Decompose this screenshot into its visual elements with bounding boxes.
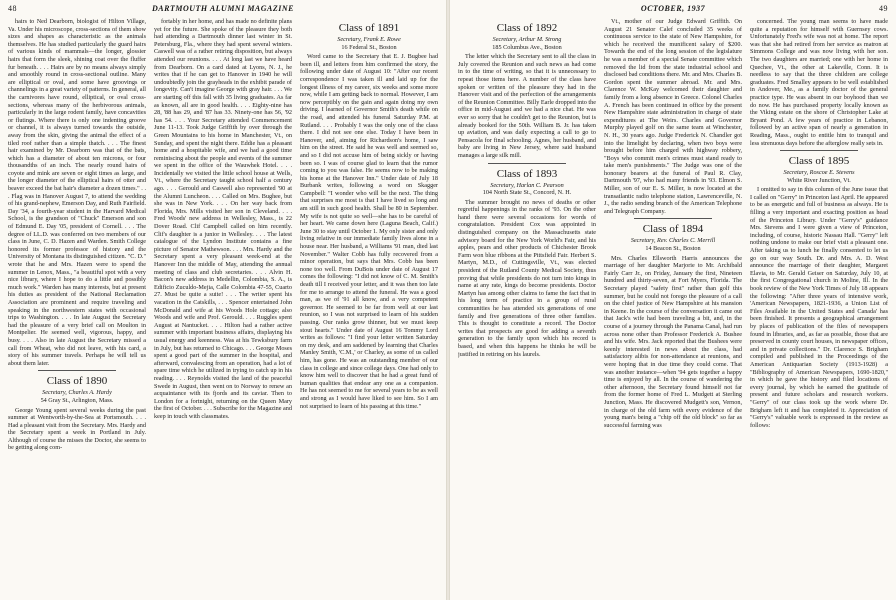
secretary-name: Secretary, Roscoe E. Stevens <box>783 169 855 177</box>
secretary-name: Secretary, Charles A. Hardy <box>42 389 112 397</box>
secretary-address: 104 North State St., Concord, N. H. <box>482 189 572 197</box>
left-page <box>0 0 446 600</box>
class-heading: Class of 1891 <box>338 22 400 34</box>
page-number: 48 <box>8 4 17 13</box>
secretary-name: Secretary, Harlan C. Pearson <box>490 181 564 189</box>
class-heading: Class of 1892 <box>496 22 558 34</box>
class-heading: Class of 1895 <box>788 155 850 168</box>
column-3 <box>750 18 888 596</box>
article-text: Mrs. Charles Ellsworth Harris announces the marriage of her daughter Marjorie to Mr. Archibald Fairly Carr Jr., on Friday, January the first, Nineteen hundred and thirty-seven, at Fort Myers, Florida. The Secretary played "safety first" rather than golf this summer, but he could not forego the pleasure of a call on the chief justice of New Hampshire at his mansion in Keene. In the course of the conversation it came out that Jack's wife had been traveling a bit, and, in the course of a journey through the Panama Canal, had run across none other than Professor Frederick A. Bushee and his wife. Mrs. Jack reported that the Bushees were keenly interested in news about the class, had satisfactory alibis for non-attendance at reunions, and were hoping that in due time they could come. That was another instance—when '94 gets together a happy time is enjoyed by all. In the course of wandering the other afternoon, the Secretary found himself not far from the former home of Fred L. Mudgett at Sterling Junction, Mass. He discovered Mudgett's son, Vernon, in charge of the old farm with every evidence of the young man's being a "chip off the old block" so far as successful farming was <box>604 254 742 429</box>
article-text: The letter which the Secretary sent to all the class in July covered the Reunion and such news as had come in to the time of writing, so that it is unnecessary to repeat those items here. A number of the class have spoken or written of the pleasure they had in the Hanover visit and of the perfection of the arrangements of the Reunion Committee. Billy Earle dropped into the office in mid-August and we had a nice chat. He was ever so sorry that he couldn't get to the Reunion, but is already booked for the 50th. William B. Jr. has taken up aviation, and was daily expecting a call to go to Pensacola for final schooling. Agnes, her husband, and baby are living in New Jersey, where said husband manages a large silk mill. <box>458 53 596 159</box>
article-text: fortably in her home, and has made no definite plans yet for the future. She spoke of the pleasure they both had attending a Dartmouth dinner last winter in St. Petersburg, Fla., where they had spent several winters. Caswell was of a rather retiring disposition, but always attended our reunions. . . . At long last we have heard from Dearborn. On a card dated at Lyons, N. J., he writes that if he can get to Hanover in 1940 he will undoubtedly join the grayheads in the exhibit parade of longevity. Can't imagine George with gray hair. . . . We are starting off this fall with 35 living graduates. As far as known, all are in good health. . . . Eighty-nine has 28, '88 has 29, and '87 has 33. Ninety-one has 56, '92 has 54. . . . Your Secretary attended Commencement June 11-13. Took Judge Griffith by over through the Green Mountains to his home in Manchester, Vt., on Sunday, and spent the night there. Eddie has a pleasant home and a hospitable wife, and we had a good time reminiscing about the people and events of the summer we spent in the office of the Wauwhek Hotel. . . . Incidentally we visited the little school house at Wells, Vt., where the Secretary taught school half a century ago. . . . Gerould and Caswell also represented '90 at the Alumni Luncheon. . . . Called on Mrs. Bughee, but she was in New York. . . . On her way back from Florida, Mrs. Mills visited her son in Cleveland. . . . Fred Woods' new address in Wellesley, Mass., is 22 Dover Road. Clif Campbell called on him recently. Clif's daughter is a junior in Wellesley. . . . The latest catalogue of the Lyndon Institute contains a fine picture of Senator Mathewson. . . . Mrs. Hardy and the Secretary spent a very pleasant week-end at the Hanover Inn the middle of May, attending the annual meeting of class and club secretaries. . . . Alvin H. Bacon's new address in Medellin, Colombia, S. A., is Edificio Zuculdo-Mejia, Calle Colombia 47-55, Cuarto 27. Must be quite a suite! . . . The writer spent his vacation in the Catskills, . . . Spencer entertained John McDonald and wife at his Woods Hole cottage; also Woods and wife and Prof. Gerould. . . . Ruggles spent August at Nantucket. . . . Hilton had a rather active summer with important business affairs, displaying his usual energy and keenness. Was at his Tewksbury farm in July, but has returned to Chicago. . . . George Moses spent a good part of the summer in the hospital, and afterward, convalescing from an operation, had a lot of spare time which he utilized in trying to catch up in his reading. . . . Reynolds visited the land of the peaceful Swede in August, then went on to Norway to renew an acquaintance with its fjords and its caviar. Then to London for a fortnight, returning on the Queen Mary the first of October. . . . Subscribe for the Magazine and keep in touch with classmates. <box>154 18 292 420</box>
secretary-address: 14 Beacon St., Boston <box>645 245 701 253</box>
article-text: The summer brought no news of deaths or other regretful happenings in the ranks of '93. On the other hand there were several occasions for words of congratulation. President Cox was appointed in distinguished company on the Massachusetts state advisory board for the New York World's Fair, and his apples, pears and other products of Chichester Brook Farm won blue ribbons at the Pittsfield Fair. Herbert S. Martyn, M.D., of Cuttingsville, Vt., was elected president of the Rutland County Medical Society, thus proving that while presidents do not turn into kings in name at any rate, kings do become presidents. Doctor Martyn has among other claims to fame the fact that in his long term of practice in a group of rural communities he has attended six generations of one family and five generations of three other families. This is thought to constitute a record. The Doctor writes that prospects are good for adding a seventh generation to the family upon which his record is based, and when this happens he thinks he will be justified in retiring on his laurels. <box>458 198 596 358</box>
article-text: concerned. The young man seems to have made quite a reputation for himself with Guernsey cows. Unfortunately Fred's wife was not at home. The report was that she had retired from her service as matron at Simmons College and was now living with her son. The two daughters are married; one with her home in Quechee, Vt., the other at Lakeville, Conn. It is needless to say that the three children are college graduates. Fred Smalley appears to be well established in Andover, Me., as a family doctor of the general practice type. He was absent in our boyhood than we do now. He has purchased property locally known as the Viking estate on the shore of Christopher Lake at Bryant Pond. A few years of practice in Lebanon, followed by an active span of nearly a generation in Reading, Mass., ought to entitle him to tranquil and less strenuous days before the afterglow really sets in. <box>750 18 888 147</box>
running-head <box>8 4 438 16</box>
class-heading: Class of 1893 <box>496 167 558 180</box>
divider <box>634 218 712 219</box>
column-1 <box>458 18 596 596</box>
divider <box>780 150 858 151</box>
column-3 <box>300 18 438 596</box>
secretary-address: 185 Columbus Ave., Boston <box>492 43 562 51</box>
columns <box>8 18 438 596</box>
article-text: Vt., mother of our Judge Edward Griffith. On August 21 Senator Calef concluded 35 weeks of continuous service to the state of New Hampshire, for which he received the munificent salary of $200. Towards the end of the long session of the legislature he was a member of a special Senate committee which removed the lid from the state industrial school and disclosed bad conditions there. Mr. and Mrs. Charles B. Gordon spent the summer abroad. Mr. and Mrs. Clarence W. McKay welcomed their daughter and family from a long absence in Greece. Colonel Charles A. French has been continued in office by the present New Hampshire state administration in charge of state expenditures at The Weirs. Charles and Governor Murphy played golf on the same team at Winchester, N. H., 30 years ago. Judge Frederick N. Chandler got into the limelight by declaring, when two boys were brought before him charged with highway robbery, "Boys who commit men's crimes must stand ready to take men's punishments." The Judge was one of the honorary bearers at the funeral of Paul R. Clay, Dartmouth '97, who had many friends in '93. Elmon S. Miller, son of our E. S. Miller, is now located at the transatlantic radio telephone station, Lawrenceville, N. J., the radio sending branch of the American Telephone and Telegraph Company. <box>604 18 742 215</box>
secretary-address: 54 Gray St., Arlington, Mass. <box>40 396 114 404</box>
article-text: I omitted to say in this column of the June issue that I called on "Gerry" in Princeton last April. He appeared to be as energetic and full of business as always. He is filling a very important and exacting position as head of the Princeton Library. Under "Gerry's" guidance Mrs. Stevens and I were given a view of Princeton, including, of course, historic Nassau Hall. "Gerry" left nothing undone to make our brief visit a pleasant one. After taking us to lunch he finally consented to let us go on our way South. Dr. and Mrs. A. D. West announce the marriage of their daughter, Margaret Elavia, to Mr. Gerald Geiser on Saturday, July 10, at the first Congregational church in Moline, Ill. In the book review of the New York Times of July 18 appears the following: "After three years of intensive work, 'American Newspapers, 1821-1936, a Union List of Files Available in the United States and Canada' has been finished. It presents a geographical arrangement by places of publication of the files of newspapers found in libraries, and, as far as possible, those that are preserved in county court houses, in newspaper offices, and in private collections." Dr. Clarence S. Brigham compiled and published in the Proceedings of the American Antiquarian Society (1913-1928) a "Bibliography of American Newspapers, 1690-1820," in which he gave the history and filed locations of every journal, by which he earned the gratitude of present and future scholars and research workers. "Gerry" of our class took up the work where Dr. Brigham left it and has completed it. Appreciation of "Gerry's" valuable work is expressed in the review as follows: <box>750 186 888 429</box>
secretary-name: Secretary, Frank E. Rowe <box>337 36 401 43</box>
article-text: Word came to the Secretary that E. J. Bugbee had been ill, and letters from him confirmed the story, the following under date of August 10: "After our recent correspondence I was taken ill and laid up for the longest illness of my career, six weeks and some more now, while I am getting back to normal. However, I am now perceptibly on the gain and again doing my own driving. I learned of Governor Smith's death while on the road, and attended his funeral Saturday P.M. at Rutland. . . . Probably I was the only one of the class there. I did not see one else. Today I have been in Hanover, and, aiming for Richardson's home, I saw him on the street. He said he was well and seemed so, and so I did not accuse him of being sickly or having been so. I was of course glad to learn that the rumor coming to you was false. He seems now to be making his home at the Hanover Inn." Under date of July 18 Burbank writes, following a word on Skagger Campbell: "I wonder who will be the next. The thing that surprises me most is that I have lived so long and am still in such good health. Shall be 80 in September. My wife is not quite so well—she has to be careful of her heart. We came down here (Laguna Beach, Calif.) June 30 to stay until October 1. My only sister and only living relative in our immediate family lives alone in a house near. Her husband, a Williams '91 man, died last November." Walter Cobb has fully recovered from a minor operation, but says that Mrs. Cobb has been none too well. From DuBois under date of August 17 comes the following: "I did not know of C. M. Smith's death till I received your letter, and it was then too late for me to arrange to attend the funeral. He was a good man, as we of '91 all know, and a very competent governor. He seemed to be far from well at our last reunion, so I was not surprised to learn of his sudden passing. Our ranks grow thinner, but we must keep stout hearts." Under date of August 16 Tommy Lord writes as follows: "I find your letter written Saturday on my desk, and am saddened by learning that Charles Manley Smith, 'C.M.,' or Charley, as some of us called him, has gone. He was an outstanding member of our class in college and since college days. One had only to know him well to discover that he had a great fund of human qualities that endear any one as a companion. He has not seemed to me for several years to be as well and strong as I would have liked to see him. So I am not surprised to learn of his passing at this time." <box>300 53 438 410</box>
right-page <box>450 0 896 600</box>
column-2 <box>154 18 292 596</box>
article-text: hairs to Ned Dearborn, biologist of Hilton Village, Va. Under his microscope, cross-sections of them show sizes and shapes as characteristic as the animals themselves. He has studied particularly the guard hairs of various kinds of mammals—the longer, glossier hairs that form the sleek, shining coat over the fluffer fur beneath. . . . Hairs are by no means always simply and smoothly round in cross-sectional outline. Many are elliptical or oval, and some have groovings or channelings in a great variety of patterns. In general, all the carnivores have round, elliptical, or oval cross-sections, whereas many of the herbivorous animals, particularly in the large rodent family, have concavities or flutings. Where there is only one indenting groove or channel, it is always turned towards the outside, away from the skin, giving the animal the effect of a tiled roof rather than a simple thatch. . . . The finest hair examined by Mr. Dearborn was that of the bats, which has a diameter of about ten microns, or four thousandths of an inch. The nearly round hairs of coyote and mink are seven or eight times as large, and the longer diameter of the elliptical hairs of otter and beaver exceed the bat hair's diameter a dozen times." . . . Flag was in Hanover August 7, to attend the wedding of his grand-nephew, Emerson Day, and Ruth Fairfield. Day '34, a fourth-year student in the Harvard Medical School, is the grandson of "Chuck" Emerson and son of Edmund E. Day '05, president of Cornell. . . . The degree of LL.D. was conferred on two members of our class in June, C. D. Hazen and Warden. Smith College honored its former professor of history and the University of Montana its distinguished citizen. "C. D." wrote that he and Mrs. Hazen were to spend the summer in Lenox, Mass., "a beautiful spot with a very nice library, where I hope to do a little and possibly much work." Warden has many interests, but at present his duties as president of the National Reclamation Association are prominent and require traveling and speaking in the northwestern states with occasional trips to Washington. . . . In late August the Secretary had the pleasure of a very brief call on Moulton in Montpelier. He seemed well, vigorous, happy, and busy. . . . Also in late August the Secretary missed a call from Wheat, who did not leave, with his card, a story of his summer travels. Perhaps he will tell us about them later. <box>8 18 146 367</box>
running-head <box>458 4 888 16</box>
running-title: OCTOBER, 1937 <box>640 4 706 13</box>
divider <box>488 163 566 164</box>
page-number: 49 <box>879 4 888 13</box>
column-2 <box>604 18 742 596</box>
divider <box>38 370 116 371</box>
class-heading: Class of 1890 <box>46 375 108 388</box>
secretary-address: 16 Federal St., Boston <box>341 43 397 51</box>
secretary-address: White River Junction, Vt. <box>787 176 851 184</box>
columns <box>458 18 888 596</box>
class-heading: Class of 1894 <box>642 223 704 236</box>
secretary-name: Secretary, Arthur M. Strong <box>492 36 562 43</box>
secretary-name: Secretary, Rev. Charles C. Merrill <box>630 237 716 245</box>
article-text: George Young spent several weeks during the past summer at Wentworth-by-the-Sea at Portsmouth. . . . Had a pleasant visit from the Secretary. Mrs. Hardy and the Secretary spent a week in Portland in July. Although of course the misses the Doctor, she seems to be getting along com- <box>8 406 146 452</box>
running-title: DARTMOUTH ALUMNI MAGAZINE <box>152 4 294 13</box>
column-1 <box>8 18 146 596</box>
